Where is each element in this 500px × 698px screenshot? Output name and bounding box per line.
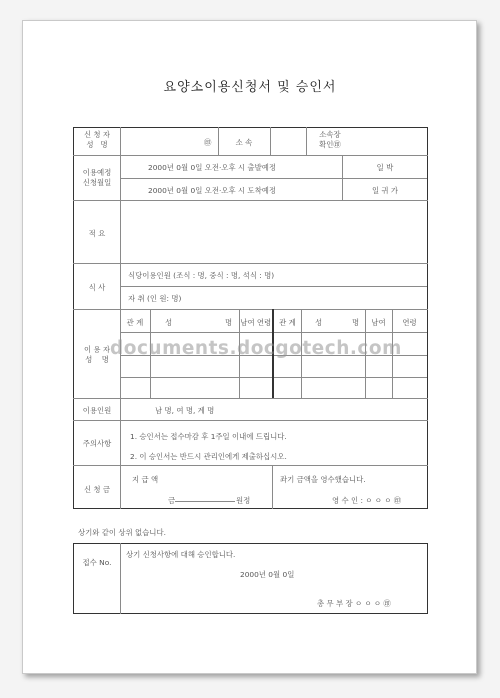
receipt-number-label: 접수 No. bbox=[82, 558, 112, 567]
department-label: 소 속 bbox=[235, 138, 253, 147]
users-header-relation-1: 관 계 bbox=[126, 318, 144, 327]
meal-label: 식 사 bbox=[88, 283, 106, 292]
applicant-seal: ㊞ bbox=[204, 138, 212, 147]
users-header-age-1: 연령 bbox=[256, 318, 272, 327]
departure-line: 2000년 0월 0일 오전·오후 시 출발예정 bbox=[148, 163, 276, 172]
users-header-surname-2: 성 bbox=[315, 318, 323, 327]
users-header-gender-1: 남여 bbox=[240, 318, 255, 327]
department-head-confirm-label: 소속장 확인㊞ bbox=[319, 130, 341, 149]
schedule-label: 이용예정 신청월일 bbox=[82, 168, 112, 187]
approval-date: 2000년 0월 0일 bbox=[240, 570, 295, 579]
users-label: 이 용 자 성 명 bbox=[83, 345, 111, 364]
user-count-label: 이용인원 bbox=[82, 406, 112, 415]
receiver-text: 영 수 인 : ㅇ ㅇ ㅇ ㊞ bbox=[332, 496, 402, 505]
return-label: 일 귀 가 bbox=[371, 186, 399, 195]
note-1: 1. 승인서는 접수마감 후 1주일 이내에 드립니다. bbox=[130, 432, 287, 441]
note-2: 2. 이 승인서는 반드시 관리인에게 제출하십시오. bbox=[130, 452, 287, 461]
meal-cafeteria-line: 식당이용인원 (조식 : 명, 중식 : 명, 석식 : 명) bbox=[128, 271, 275, 280]
user-count-line: 남 명, 여 명, 계 명 bbox=[155, 406, 215, 415]
nights-label: 일 박 bbox=[376, 163, 394, 172]
approval-signer: 총 무 부 장 ㅇ ㅇ ㅇ ㊞ bbox=[317, 599, 391, 608]
users-header-name-2: 명 bbox=[352, 318, 360, 327]
confirmation-text: 상기와 같이 상위 없습니다. bbox=[78, 528, 166, 537]
users-header-relation-2: 관 계 bbox=[279, 318, 296, 327]
notes-label: 주의사항 bbox=[82, 439, 112, 448]
users-header-age-2: 연령 bbox=[402, 318, 417, 327]
watermark: documents.docgotech.com bbox=[110, 338, 402, 359]
amount-suffix: 원정 bbox=[236, 496, 251, 505]
users-header-name-1: 명 bbox=[225, 318, 233, 327]
document-title: 요양소이용신청서 및 승인서 bbox=[163, 80, 337, 95]
receipt-text: 좌기 금액을 영수했습니다. bbox=[280, 475, 366, 484]
arrival-line: 2000년 0월 0일 오전·오후 시 도착예정 bbox=[148, 186, 276, 195]
remarks-label: 적 요 bbox=[88, 229, 106, 238]
paid-amount-label: 지 급 액 bbox=[132, 475, 159, 484]
fee-label: 신 청 금 bbox=[83, 485, 111, 494]
users-header-gender-2: 남여 bbox=[371, 318, 386, 327]
approval-text: 상기 신청사항에 대해 승인합니다. bbox=[126, 550, 236, 559]
users-header-surname-1: 성 bbox=[165, 318, 173, 327]
meal-selfcook-line: 자 취 (인 원: 명) bbox=[128, 294, 182, 303]
applicant-name-label: 신 청 자 성 명 bbox=[83, 130, 111, 149]
amount-prefix: 금 bbox=[168, 496, 176, 505]
